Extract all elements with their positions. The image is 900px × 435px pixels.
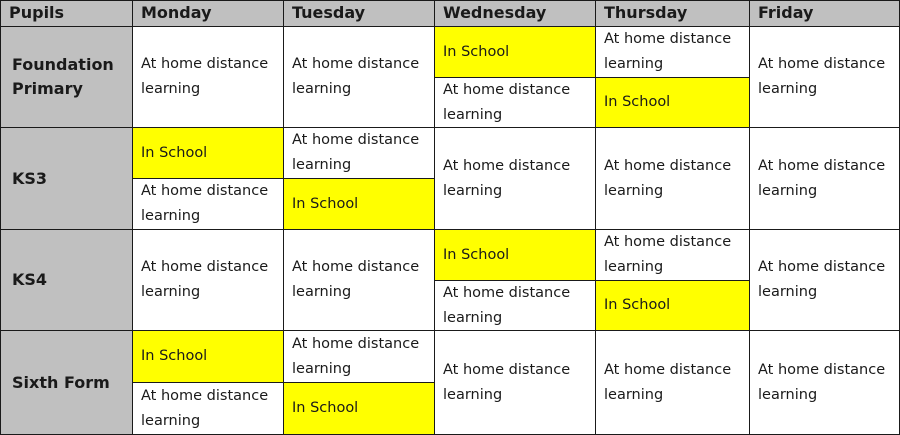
- schedule-cell-foundation-primary-friday-text: At home distance learning: [758, 56, 886, 97]
- schedule-cell-ks3-wednesday-text: At home distance learning: [443, 157, 571, 199]
- schedule-cell-ks4-thursday-2: [596, 281, 750, 331]
- column-header-wednesday: [435, 0, 596, 27]
- schedule-cell-sixth-form-monday-1-text: In School: [141, 348, 208, 364]
- schedule-cell-ks3-monday-1-text: In School: [141, 144, 208, 161]
- schedule-cell-ks4-thursday-1: [596, 230, 750, 281]
- column-header-tuesday: [284, 0, 435, 27]
- group-label-sixth-form: [0, 331, 133, 435]
- column-header-friday-text: Friday: [758, 3, 814, 22]
- schedule-cell-ks3-tuesday-1-text: At home distance learning: [292, 132, 420, 173]
- schedule-cell-foundation-primary-thursday-1-text: At home distance learning: [604, 31, 732, 72]
- schedule-cell-ks3-thursday: [596, 128, 750, 230]
- schedule-cell-ks4-friday: [750, 230, 900, 331]
- column-header-wednesday-text: Wednesday: [443, 3, 547, 22]
- schedule-cell-sixth-form-wednesday-text: At home distance learning: [443, 361, 571, 403]
- group-label-ks3: [0, 128, 133, 230]
- group-label-ks4-text: KS4: [12, 270, 48, 289]
- schedule-cell-sixth-form-tuesday-2: [284, 383, 435, 435]
- schedule-cell-sixth-form-friday: [750, 331, 900, 435]
- schedule-cell-sixth-form-tuesday-1: [284, 331, 435, 383]
- column-header-thursday-text: Thursday: [604, 3, 688, 22]
- column-header-monday: [133, 0, 284, 27]
- schedule-cell-sixth-form-thursday: [596, 331, 750, 435]
- schedule-cell-sixth-form-wednesday: [435, 331, 596, 435]
- schedule-cell-sixth-form-monday-2: [133, 383, 284, 435]
- schedule-cell-ks4-wednesday-2: [435, 281, 596, 331]
- schedule-cell-ks3-wednesday: [435, 128, 596, 230]
- schedule-cell-sixth-form-monday-1: [133, 331, 284, 383]
- schedule-cell-sixth-form-friday-text: At home distance learning: [758, 361, 886, 403]
- schedule-cell-ks3-tuesday-1: [284, 128, 435, 179]
- schedule-cell-foundation-primary-thursday-2: [596, 78, 750, 128]
- schedule-cell-foundation-primary-wednesday-1: [435, 27, 596, 78]
- group-label-foundation-primary-text: Foundation Primary: [12, 55, 114, 98]
- schedule-cell-foundation-primary-wednesday-2-text: At home distance learning: [443, 81, 571, 123]
- schedule-cell-foundation-primary-thursday-2-text: In School: [604, 94, 671, 110]
- schedule-cell-ks3-monday-1: [133, 128, 284, 179]
- schedule-cell-ks3-tuesday-2-text: In School: [292, 195, 359, 212]
- schedule-cell-ks4-monday-text: At home distance learning: [141, 259, 269, 300]
- schedule-cell-foundation-primary-monday-text: At home distance learning: [141, 56, 269, 97]
- schedule-cell-ks4-tuesday: [284, 230, 435, 331]
- schedule-cell-sixth-form-tuesday-1-text: At home distance learning: [292, 335, 420, 377]
- schedule-cell-sixth-form-monday-2-text: At home distance learning: [141, 387, 269, 429]
- schedule-cell-ks4-friday-text: At home distance learning: [758, 259, 886, 300]
- schedule-cell-ks3-monday-2: [133, 179, 284, 230]
- schedule-cell-ks4-wednesday-2-text: At home distance learning: [443, 284, 571, 326]
- schedule-cell-ks3-tuesday-2: [284, 179, 435, 230]
- group-label-foundation-primary: [0, 27, 133, 128]
- schedule-cell-foundation-primary-monday: [133, 27, 284, 128]
- schedule-cell-ks4-wednesday-1-text: In School: [443, 246, 510, 263]
- schedule-cell-ks3-friday-text: At home distance learning: [758, 157, 886, 199]
- column-header-thursday: [596, 0, 750, 27]
- schedule-cell-foundation-primary-wednesday-1-text: In School: [443, 43, 510, 60]
- schedule-cell-ks4-tuesday-text: At home distance learning: [292, 259, 420, 300]
- column-header-friday: [750, 0, 900, 27]
- group-label-ks4: [0, 230, 133, 331]
- schedule-cell-ks4-monday: [133, 230, 284, 331]
- schedule-cell-sixth-form-tuesday-2-text: In School: [292, 400, 359, 416]
- schedule-cell-foundation-primary-tuesday-text: At home distance learning: [292, 56, 420, 97]
- schedule-cell-ks3-monday-2-text: At home distance learning: [141, 183, 269, 224]
- schedule-cell-ks4-thursday-1-text: At home distance learning: [604, 234, 732, 275]
- column-header-monday-text: Monday: [141, 3, 212, 22]
- schedule-cell-ks3-thursday-text: At home distance learning: [604, 157, 732, 199]
- schedule-cell-ks4-thursday-2-text: In School: [604, 297, 671, 313]
- group-label-sixth-form-text: Sixth Form: [12, 372, 110, 392]
- schedule-cell-foundation-primary-friday: [750, 27, 900, 128]
- schedule-cell-sixth-form-thursday-text: At home distance learning: [604, 361, 732, 403]
- column-header-pupils-text: Pupils: [9, 3, 65, 22]
- schedule-cell-ks3-friday: [750, 128, 900, 230]
- column-header-tuesday-text: Tuesday: [292, 3, 366, 22]
- schedule-cell-foundation-primary-wednesday-2: [435, 78, 596, 128]
- column-header-pupils: [0, 0, 133, 27]
- group-label-ks3-text: KS3: [12, 168, 48, 188]
- schedule-cell-foundation-primary-tuesday: [284, 27, 435, 128]
- schedule-cell-ks4-wednesday-1: [435, 230, 596, 281]
- schedule-cell-foundation-primary-thursday-1: [596, 27, 750, 78]
